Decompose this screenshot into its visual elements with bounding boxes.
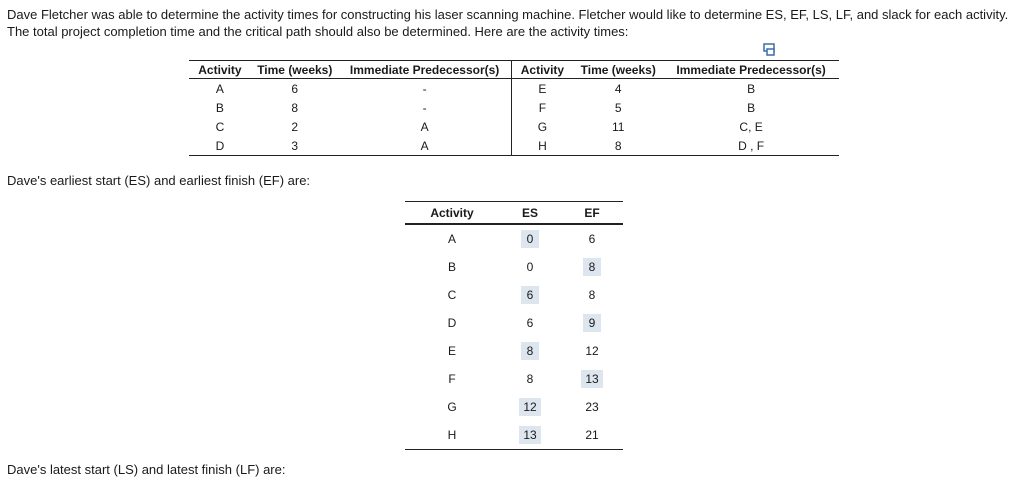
es-ef-cell [499,253,561,281]
es-ef-cell [561,309,623,337]
es-ef-cell [499,393,561,421]
activity-cell: F [511,98,573,117]
col-header-activity-2: Activity [511,61,573,79]
es-ef-cell [405,337,499,365]
es-ef-label: Dave's earliest start (ES) and earliest finish (EF) are: [7,173,311,188]
activity-value: D [447,316,457,330]
activity-cell: D , F [663,136,839,156]
copy-to-clipboard-icon[interactable] [763,43,777,57]
activity-cell: 6 [291,81,299,96]
activity-value: A [447,232,456,246]
es-ef-cell [561,224,623,253]
activity-cell: C, E [739,119,763,134]
es-ef-row [405,253,623,281]
activity-cell: 11 [612,119,625,134]
activity-cell: B [215,100,224,115]
es-ef-cell [499,281,561,309]
col-header-time: Time (weeks) [251,61,339,79]
es-table-header-row [405,202,623,225]
activity-cell: 8 [573,136,663,156]
activity-cell: 3 [251,136,339,156]
col-header-predecessors: Immediate Predecessor(s) [339,61,511,79]
activity-value: E [447,344,456,358]
col-header-predecessors-2: Immediate Predecessor(s) [663,61,839,79]
es-ef-cell [499,309,561,337]
activity-value: B [447,260,456,274]
ls-lf-label: Dave's latest start (LS) and latest finish (LF) are: [7,462,286,477]
es-ef-cell [499,224,561,253]
ef-answer-field[interactable]: 8 [583,258,601,276]
es-answer-field[interactable]: 12 [519,398,540,416]
activity-cell: B [747,81,756,96]
es-ef-cell [405,393,499,421]
activity-cell: - [422,81,427,96]
col-header-ef: EF [561,202,623,225]
activity-times-table [189,60,839,156]
activity-cell: 2 [291,119,299,134]
es-ef-cell [499,421,561,450]
es-ef-row [405,281,623,309]
es-ef-cell [405,253,499,281]
es-ef-cell [405,224,499,253]
es-ef-cell [499,337,561,365]
es-ef-cell [561,281,623,309]
col-header-activity: Activity [189,61,251,79]
ef-answer-field[interactable]: 9 [583,314,601,332]
es-ef-cell [405,421,499,450]
activity-cell: 8 [291,100,299,115]
activity-cell: - [422,100,427,115]
es-ef-cell [561,393,623,421]
col-header-time-2: Time (weeks) [573,61,663,79]
problem-statement: Dave Fletcher was able to determine the activity times for constructing his laser scanning machine. Fletcher would like to determine ES, EF, LS, LF, and slack for each activity. The total project completion time and the critical path should also be determined. Here are the activity times: [7,7,1009,39]
es-ef-cell [405,365,499,393]
activity-cell: G [511,117,573,136]
activity-cell: E [511,79,573,99]
es-ef-table [405,201,623,450]
es-ef-row [405,224,623,253]
activity-cell: C [215,119,225,134]
es-ef-cell [405,281,499,309]
activity-row [189,117,839,136]
ef-value: 21 [585,428,599,442]
activity-value: F [448,372,456,386]
activity-value: G [447,400,457,414]
activity-cell: A [339,136,511,156]
es-value: 0 [526,260,534,274]
es-ef-cell [561,337,623,365]
ef-value: 8 [588,288,596,302]
es-answer-field[interactable]: 13 [519,426,540,444]
es-ef-row [405,337,623,365]
activity-cell: D [189,136,251,156]
col-header-es-activity: Activity [405,202,499,225]
activity-cell: A [420,119,429,134]
ef-value: 12 [585,344,599,358]
ef-value: 23 [585,400,599,414]
activity-cell: A [215,81,224,96]
activity-row [189,136,839,156]
es-ef-cell [561,365,623,393]
activity-cell: 5 [614,100,622,115]
es-ef-cell [561,421,623,450]
activity-cell: B [747,100,756,115]
es-ef-cell [499,365,561,393]
es-value: 8 [526,372,534,386]
es-answer-field[interactable]: 0 [521,230,539,248]
ef-answer-field[interactable]: 13 [581,370,602,388]
es-ef-row [405,421,623,450]
es-answer-field[interactable]: 8 [521,342,539,360]
activity-value: C [447,288,457,302]
es-ef-row [405,309,623,337]
ef-value: 6 [588,232,596,246]
es-answer-field[interactable]: 6 [521,286,539,304]
activity-cell: 4 [614,81,622,96]
activity-value: H [447,428,457,442]
es-ef-cell [561,253,623,281]
col-header-es: ES [499,202,561,225]
es-ef-cell [405,309,499,337]
es-ef-row [405,393,623,421]
activity-row [189,79,839,99]
activity-table-header-row [189,61,839,79]
es-ef-row [405,365,623,393]
activity-cell: H [511,136,573,156]
es-value: 6 [526,316,534,330]
activity-row [189,98,839,117]
